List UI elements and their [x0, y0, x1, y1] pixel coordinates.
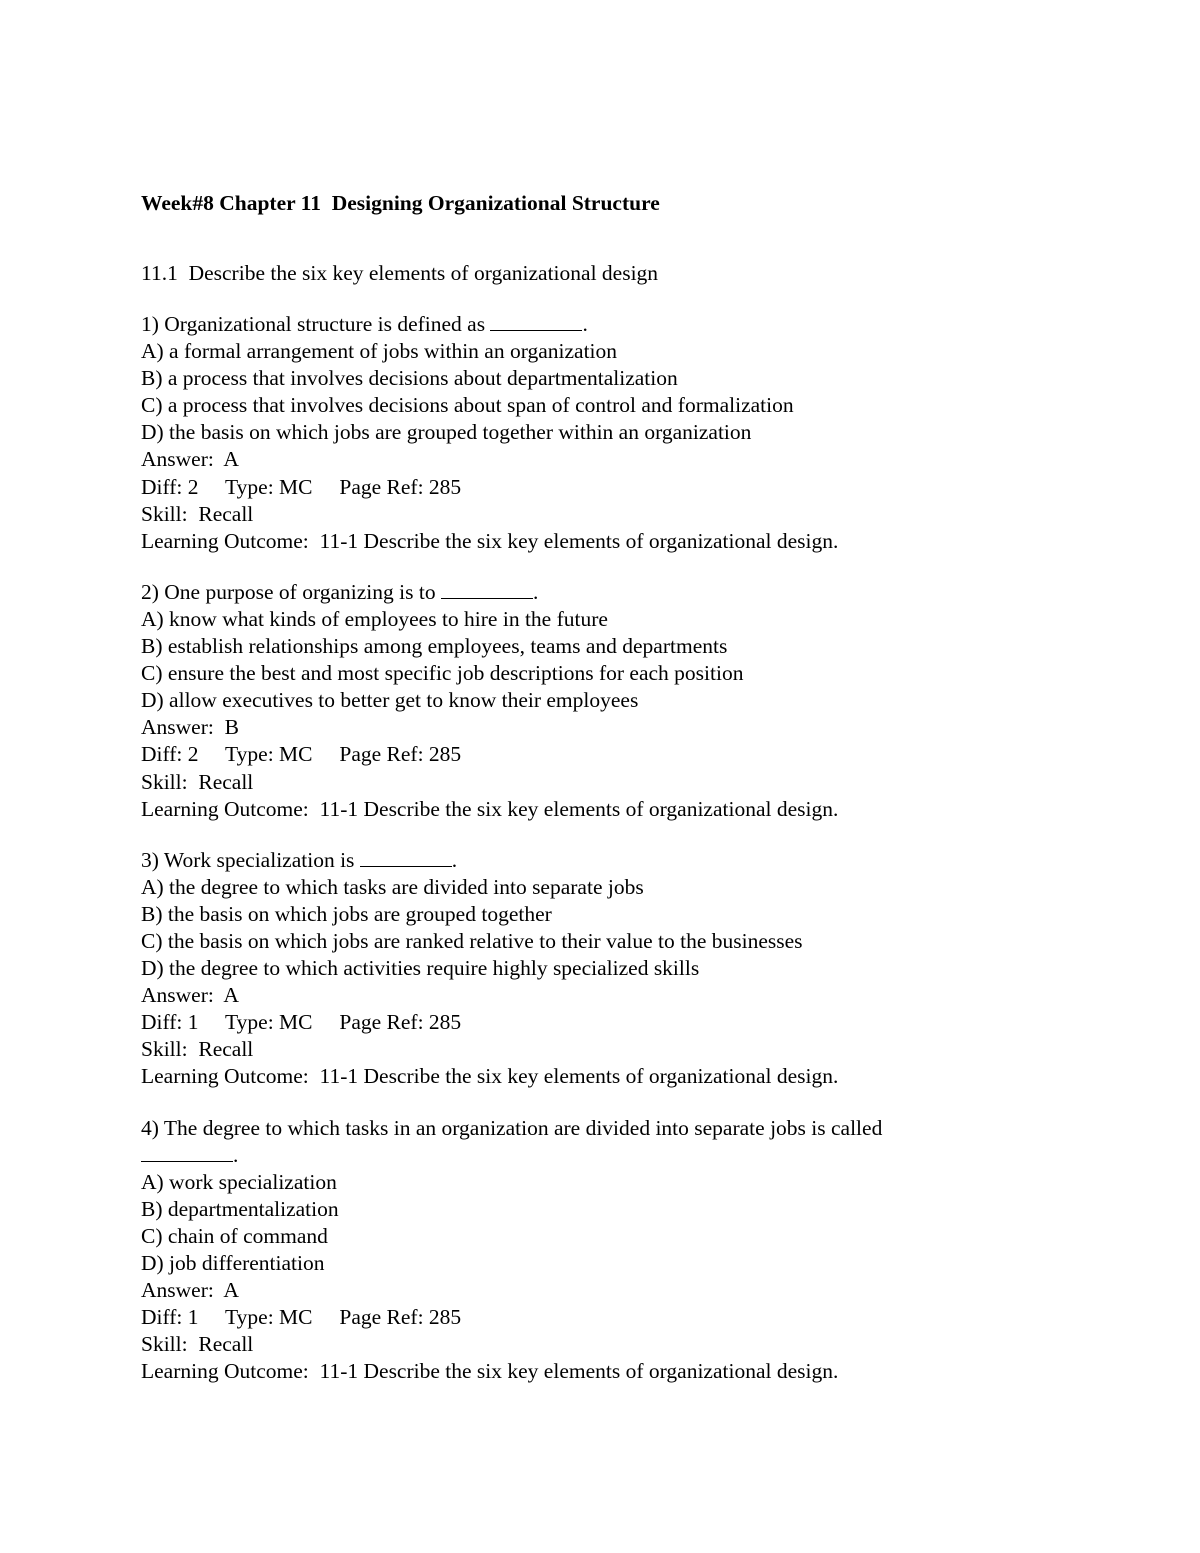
- option-d: D) the degree to which activities require highly specialized skills: [141, 956, 700, 981]
- option-b: B) the basis on which jobs are grouped together: [141, 901, 552, 926]
- answer-line: Answer: A: [141, 983, 239, 1008]
- meta-line: Diff: 1 Type: MC Page Ref: 285: [141, 1305, 462, 1330]
- question-1: [141, 311, 1101, 555]
- option-a: A) the degree to which tasks are divided into separate jobs: [141, 874, 644, 899]
- question-list: [141, 311, 1101, 1385]
- answer-line: Answer: B: [141, 715, 239, 740]
- option-a: A) know what kinds of employees to hire in the future: [141, 606, 608, 631]
- option-b: B) departmentalization: [141, 1196, 339, 1221]
- skill-line: Skill: Recall: [141, 769, 254, 794]
- answer-blank: [141, 1143, 233, 1162]
- option-c: C) chain of command: [141, 1223, 328, 1248]
- answer-blank: [490, 312, 582, 331]
- answer-blank: [441, 580, 533, 599]
- question-stem: 2) One purpose of organizing is to .: [141, 579, 539, 604]
- skill-line: Skill: Recall: [141, 501, 254, 526]
- meta-line: Diff: 1 Type: MC Page Ref: 285: [141, 1010, 462, 1035]
- option-b: B) a process that involves decisions about departmentalization: [141, 366, 678, 391]
- question-stem: 1) Organizational structure is defined as .: [141, 312, 588, 336]
- question-stem: 3) Work specialization is .: [141, 847, 458, 872]
- learning-outcome-line: Learning Outcome: 11-1 Describe the six key elements of organizational design.: [141, 1064, 839, 1089]
- option-d: D) the basis on which jobs are grouped together within an organization: [141, 420, 752, 445]
- learning-outcome-line: Learning Outcome: 11-1 Describe the six key elements of organizational design.: [141, 1359, 839, 1384]
- option-d: D) job differentiation: [141, 1251, 325, 1275]
- section-heading: 11.1 Describe the six key elements of organizational design: [141, 261, 659, 285]
- document-title: Week#8 Chapter 11 Designing Organizational Structure: [141, 191, 660, 215]
- document-page: [141, 188, 1101, 1409]
- option-c: C) ensure the best and most specific job descriptions for each position: [141, 661, 744, 686]
- option-a: A) work specialization: [141, 1169, 337, 1194]
- meta-line: Diff: 2 Type: MC Page Ref: 285: [141, 742, 462, 767]
- answer-line: Answer: A: [141, 1278, 239, 1303]
- option-c: C) a process that involves decisions about span of control and formalization: [141, 393, 794, 418]
- question-4: [141, 1115, 1101, 1386]
- answer-blank: [360, 848, 452, 867]
- learning-outcome-line: Learning Outcome: 11-1 Describe the six key elements of organizational design.: [141, 796, 839, 821]
- skill-line: Skill: Recall: [141, 1332, 254, 1357]
- question-stem: 4) The degree to which tasks in an organization are divided into separate jobs is called .: [141, 1115, 883, 1167]
- option-d: D) allow executives to better get to know their employees: [141, 688, 639, 713]
- meta-line: Diff: 2 Type: MC Page Ref: 285: [141, 474, 462, 499]
- question-3: [141, 847, 1101, 1091]
- option-b: B) establish relationships among employees, teams and departments: [141, 634, 728, 659]
- learning-outcome-line: Learning Outcome: 11-1 Describe the six key elements of organizational design.: [141, 528, 839, 553]
- option-c: C) the basis on which jobs are ranked relative to their value to the businesses: [141, 928, 803, 953]
- skill-line: Skill: Recall: [141, 1037, 254, 1062]
- option-a: A) a formal arrangement of jobs within an organization: [141, 339, 618, 364]
- answer-line: Answer: A: [141, 447, 239, 472]
- question-2: [141, 579, 1101, 823]
